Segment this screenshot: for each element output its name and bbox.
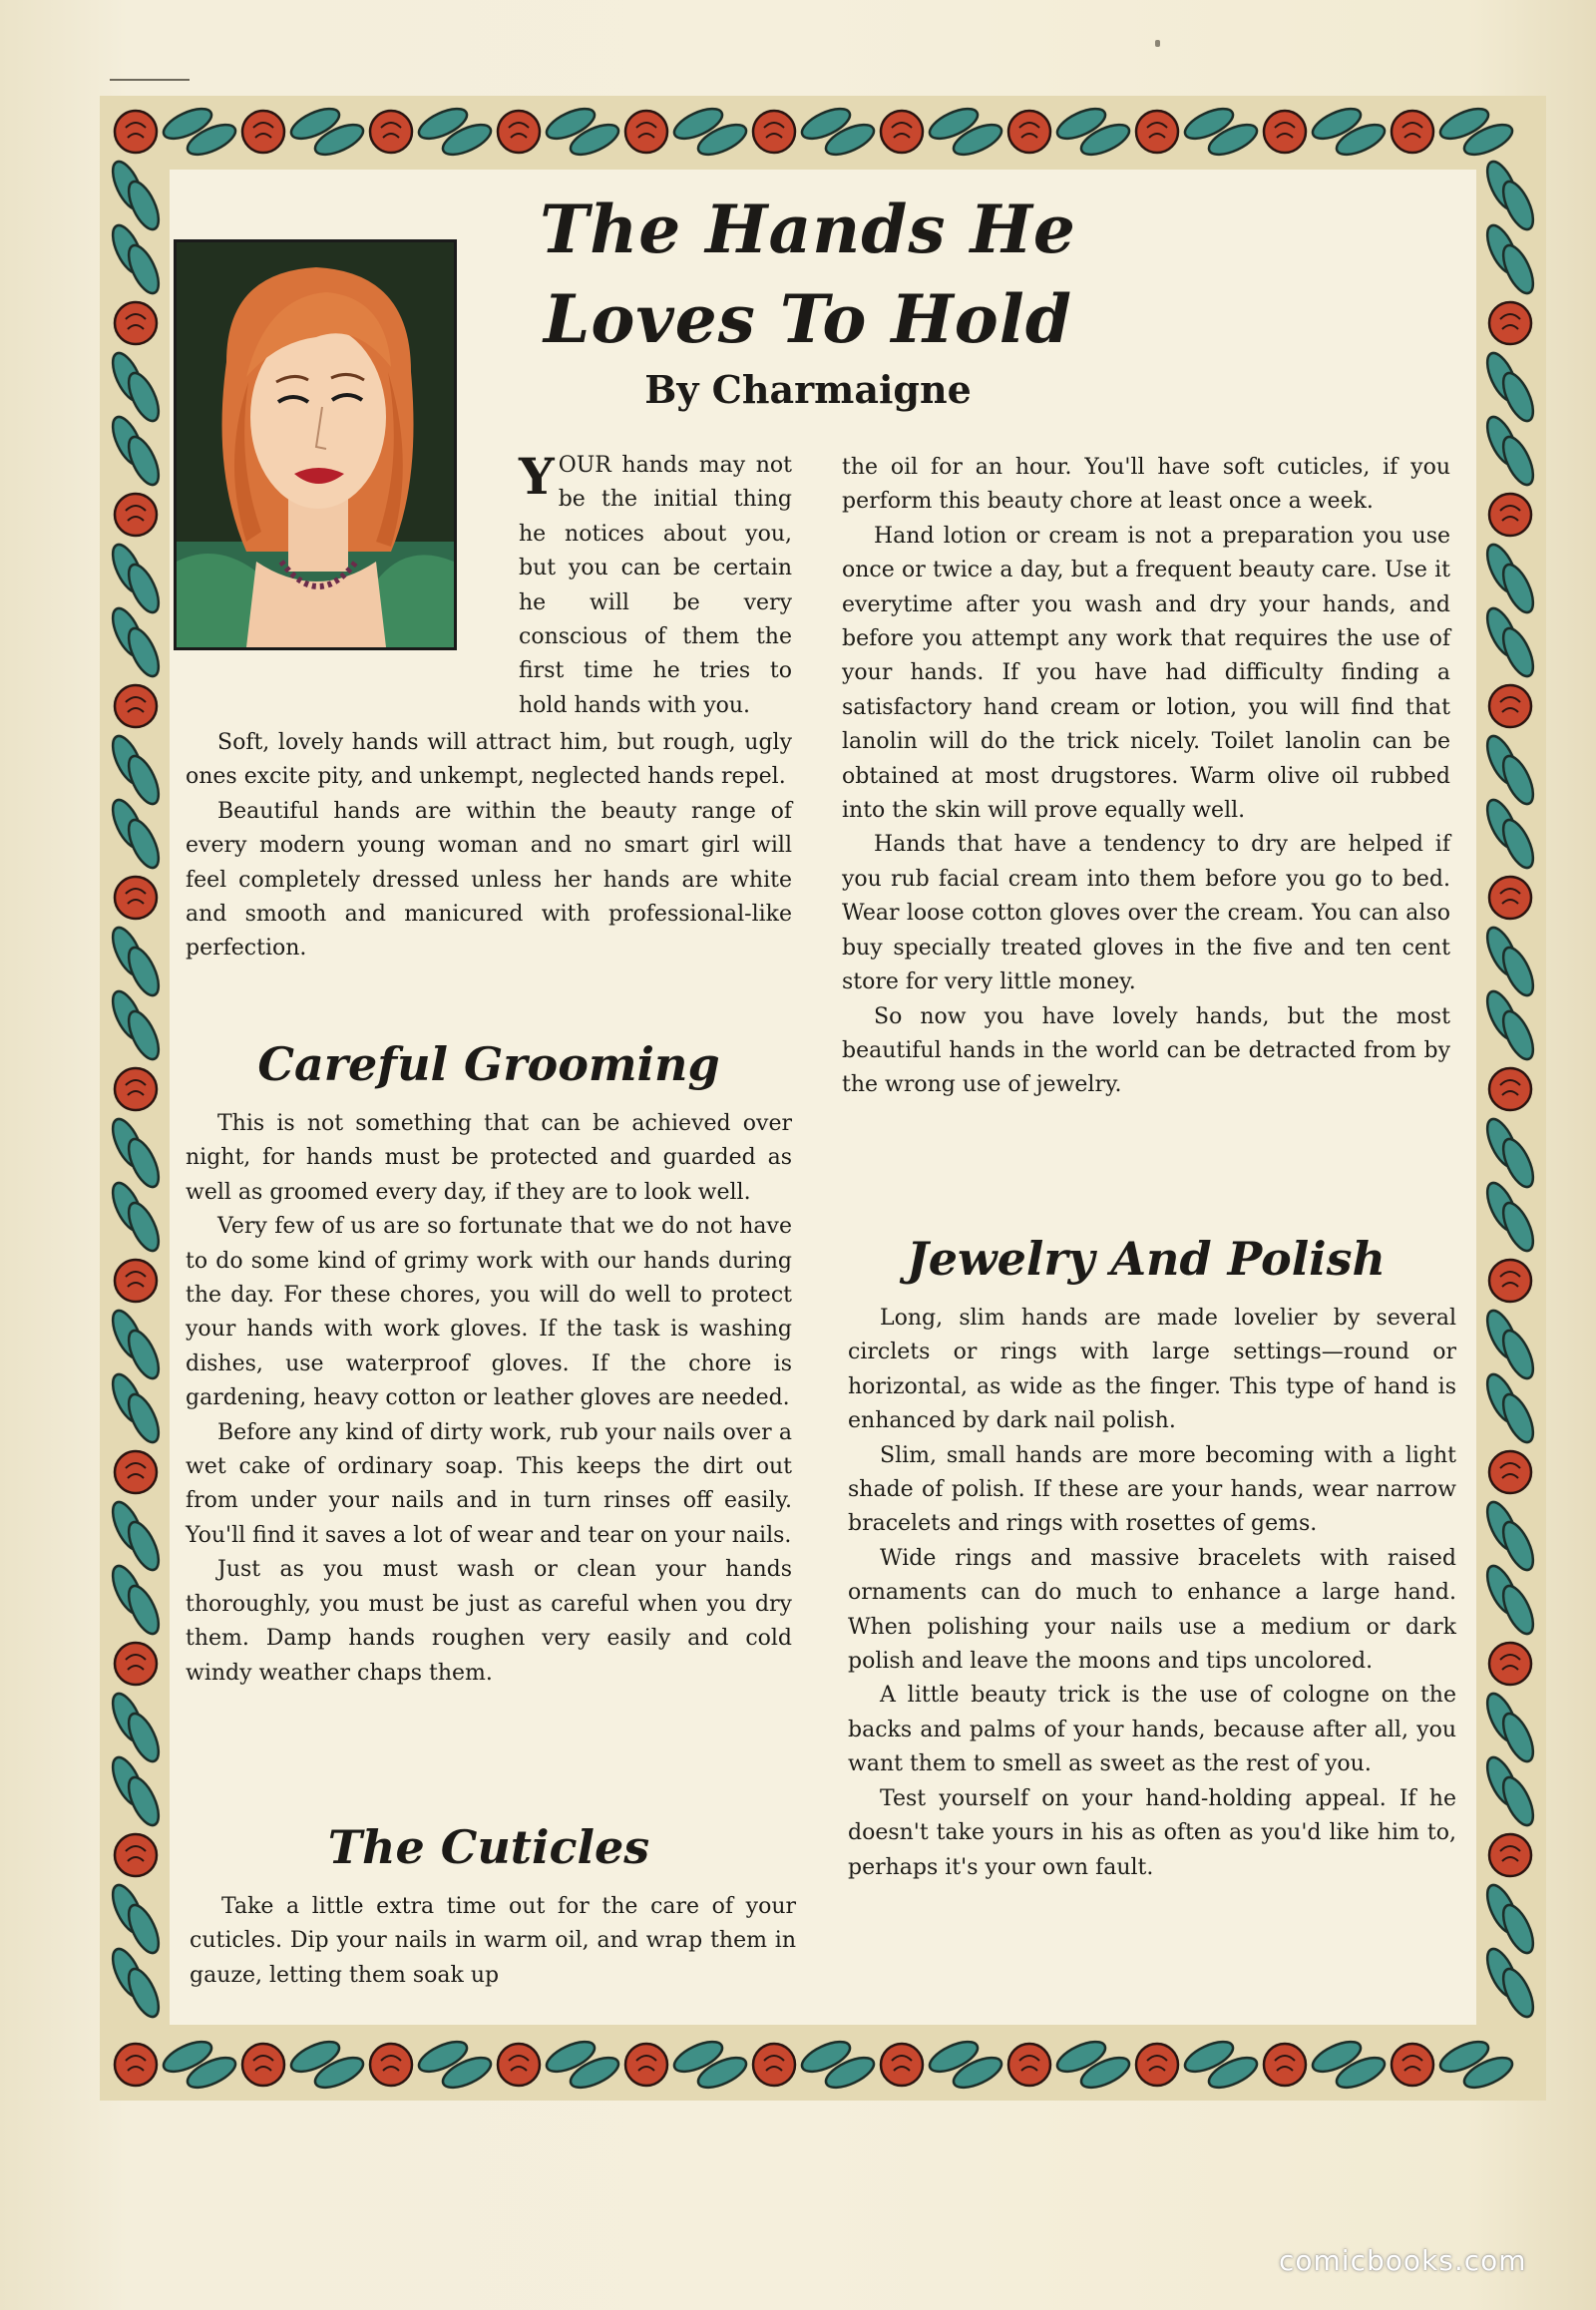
border-rose [1489,877,1531,919]
careful-grooming-paragraph-2: Very few of us are so fortunate that we do not have to do some kind of grimy work with our hands during the day. For these chores, you will do well to protect your hands with work gloves. If the task is washing dishes, use waterproof gloves. If the chore is gardening, heavy cotton or leather gloves are needed. [186,1214,792,1411]
border-rose [1392,2044,1433,2086]
right-paragraph-4: So now you have lovely hands, but the most beautiful hands in the world can be detracted from by the wrong use of jewelry. [842,1003,1450,1098]
right-paragraph-2: Hand lotion or cream is not a preparation you use once or twice a day, but a frequent beauty care. Use it everytime after you wash and dry your hands, and before you attempt any work that requires the use of your hands. If you have had difficulty finding a satisfactory hand cream or lotion, you will find that lanolin will do the trick nicely. Toilet lanolin can be obtained at most drugstores. Warm olive oil rubbed into the skin will prove equally well. [842,523,1450,824]
border-rose [1136,111,1178,153]
careful-grooming-paragraph-1: This is not something that can be achieved over night, for hands must be protected and guarded as well as groomed every day, if they are to look well. [186,1111,792,1205]
border-rose [115,1834,157,1876]
border-rose [881,2044,923,2086]
cuticles-paragraph-1: Take a little extra time out for the care of your cuticles. Dip your nails in warm oil, and wrap them in gauze, letting them soak up [190,1894,796,1988]
intro-paragraph-2: Soft, lovely hands will attract him, but rough, ugly ones excite pity, and unkempt, neglected hands repel. [186,730,792,790]
border-rose [498,111,540,153]
border-rose [625,111,667,153]
intro-paragraph-3: Beautiful hands are within the beauty range of every modern young woman and no smart girl will feel completely dressed unless her hands are white and smooth and manicured with professional-like perfection. [186,798,792,962]
careful-grooming-paragraph-4: Just as you must wash or clean your hands thoroughly, you must be just as careful when you dry them. Damp hands roughen very easily and cold windy weather chaps them. [186,1557,792,1686]
border-rose [115,877,157,919]
border-rose [1489,1643,1531,1685]
intro-paragraph-1 [519,449,792,723]
border-rose [115,1451,157,1493]
border-rose [1489,1834,1531,1876]
careful-grooming-paragraph-3: Before any kind of dirty work, rub your nails over a wet cake of ordinary soap. This keeps the dirt out from under your nails and in turn rinses off easily. You'll find it saves a lot of wear and tear on your nails. [186,1419,792,1548]
site-watermark: comicbooks.com [1279,2244,1527,2277]
border-rose [1489,494,1531,536]
border-rose [115,685,157,727]
border-rose [625,2044,667,2086]
border-rose [1008,111,1050,153]
cuticles-text [190,1890,796,1993]
jewelry-paragraph-5: Test yourself on your hand-holding appeal. If he doesn't take yours in his as often as you'd like him to, perhaps it's your own fault. [848,1785,1456,1880]
border-rose [1489,1260,1531,1302]
jewelry-and-polish-text [848,1302,1456,1885]
jewelry-paragraph-3: Wide rings and massive bracelets with raised ornaments can do much to enhance a large hand. When polishing your nails use a medium or dark polish and leave the moons and tips uncolored. [848,1545,1456,1675]
intro-paragraph-1-text: OUR hands may not be the initial thing he notices about you, but you can be certain he will be very conscious of them the first time he tries to hold hands with you. [519,453,792,718]
heading-the-cuticles: The Cuticles [327,1820,650,1874]
title-line-2: Loves To Hold [543,280,1073,358]
border-rose [242,2044,284,2086]
border-rose [1489,1451,1531,1493]
title-line-1: The Hands He [540,191,1076,268]
heading-careful-grooming: Careful Grooming [257,1037,720,1091]
border-rose [1264,111,1306,153]
right-paragraph-3: Hands that have a tendency to dry are helped if you rub facial cream into them before you go to bed. Wear loose cotton gloves over the cream. You can also buy specially treated gloves in the five and ten cent store for very little money. [842,832,1450,995]
border-rose [1489,1068,1531,1110]
right-column-text [842,451,1450,1103]
jewelry-paragraph-1: Long, slim hands are made lovelier by several circlets or rings with large settings—round or horizontal, as wide as the finger. This type of hand is enhanced by dark nail polish. [848,1306,1456,1434]
border-rose [1489,685,1531,727]
woman-portrait-illustration [174,239,457,650]
border-rose [115,494,157,536]
top-rule-mark [110,79,190,81]
intro-wide-column [186,726,792,966]
jewelry-paragraph-4: A little beauty trick is the use of cologne on the backs and palms of your hands, because after all, you want them to smell as sweet as the rest of you. [848,1683,1456,1777]
border-rose [1264,2044,1306,2086]
border-rose [498,2044,540,2086]
jewelry-paragraph-2: Slim, small hands are more becoming with a light shade of polish. If these are your hands, wear narrow bracelets and rings with rosettes of gems. [848,1442,1456,1537]
border-rose [242,111,284,153]
article-byline: By Charmaigne [644,367,972,412]
border-rose [1136,2044,1178,2086]
border-rose [753,2044,795,2086]
border-rose [115,1068,157,1110]
careful-grooming-text [186,1107,792,1691]
heading-jewelry-and-polish: Jewelry And Polish [907,1232,1386,1286]
article-title [479,185,1137,364]
border-rose [115,302,157,344]
border-rose [370,111,412,153]
print-dot-mark [1155,40,1160,47]
intro-narrow-column [519,449,792,723]
drop-cap: Y [519,447,555,506]
border-rose [115,2044,157,2086]
border-rose [115,111,157,153]
border-rose [1008,2044,1050,2086]
right-paragraph-1: the oil for an hour. You'll have soft cuticles, if you perform this beauty chore at least once a week. [842,455,1450,515]
border-rose [115,1643,157,1685]
border-rose [753,111,795,153]
border-rose [370,2044,412,2086]
border-rose [1392,111,1433,153]
border-rose [881,111,923,153]
border-rose [115,1260,157,1302]
border-rose [1489,302,1531,344]
